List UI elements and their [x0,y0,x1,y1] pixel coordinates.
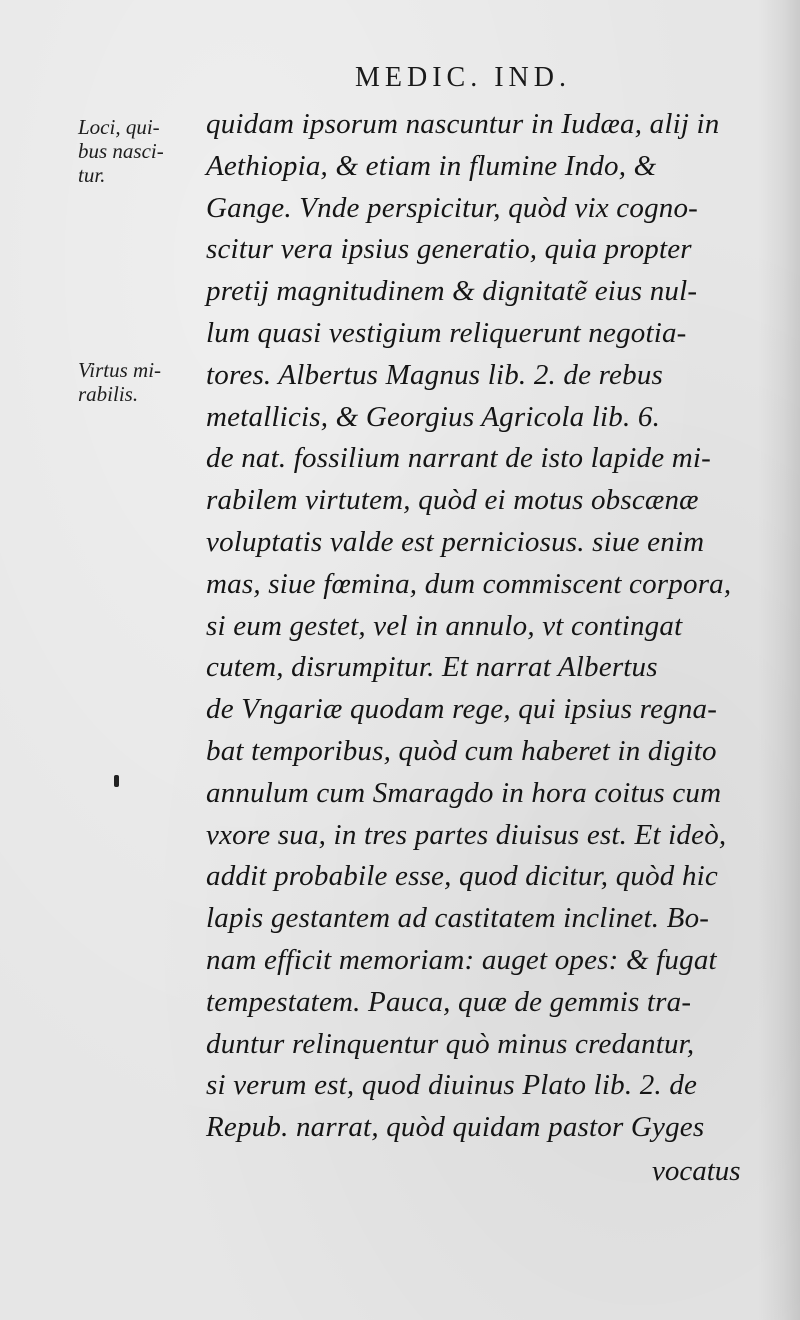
marginal-note-line: tur. [78,163,106,187]
text-line: si eum gestet, vel in annulo, vt contingat [206,609,683,642]
text-line: Aethiopia, & etiam in flumine Indo, & [206,149,657,182]
text-line: rabilem virtutem, quòd ei motus obscænæ [206,484,699,517]
marginal-note-line: Virtus mi- [78,358,162,382]
text-line: de Vngariæ quodam rege, qui ipsius regna- [206,693,718,726]
text-line: cutem, disrumpitur. Et narrat Albertus [206,651,658,684]
catchword: vocatus [652,1155,741,1187]
text-line: quidam ipsorum nascuntur in Iudæa, alij in [206,108,720,140]
text-line: mas, siue fœmina, dum commiscent corpora, [206,567,732,600]
marginal-note-line: bus nasci- [78,139,164,163]
text-line: lum quasi vestigium reliquerunt negotia- [206,316,687,349]
text-line: de nat. fossilium narrant de isto lapide mi- [206,442,712,475]
text-line: lapis gestantem ad castitatem inclinet. Bo- [206,902,710,935]
text-line: nam efficit memoriam: auget opes: & fugat [206,943,717,976]
text-line: bat temporibus, quòd cum haberet in digito [206,734,717,767]
text-line: voluptatis valde est perniciosus. siue enim [206,525,705,558]
text-line: annulum cum Smaragdo in hora coitus cum [206,776,722,809]
text-line: scitur vera ipsius generatio, quia propter [206,233,692,266]
marginal-note-line: rabilis. [78,382,139,406]
marginal-note-loci [78,115,208,187]
text-line: pretij magnitudinem & dignitatẽ eius nul- [206,275,698,308]
running-head: MEDIC. IND. [355,62,571,93]
text-line: tempestatem. Pauca, quæ de gemmis tra- [206,985,692,1018]
text-line: vxore sua, in tres partes diuisus est. Et ideò, [206,818,727,851]
text-line: Repub. narrat, quòd quidam pastor Gyges [206,1111,705,1144]
text-line: Gange. Vnde perspicitur, quòd vix cogno- [206,191,699,224]
text-line: addit probabile esse, quod dicitur, quòd hic [206,860,718,893]
text-line: si verum est, quod diuinus Plato lib. 2. de [206,1069,698,1102]
text-line: duntur relinquentur quò minus credantur, [206,1027,695,1060]
text-line: tores. Albertus Magnus lib. 2. de rebus [206,358,664,391]
ink-speck [114,775,119,787]
marginal-note-line: Loci, qui- [78,115,160,139]
marginal-note-virtus [78,358,208,406]
text-line: metallicis, & Georgius Agricola lib. 6. [206,400,661,433]
body-text [206,104,766,1149]
